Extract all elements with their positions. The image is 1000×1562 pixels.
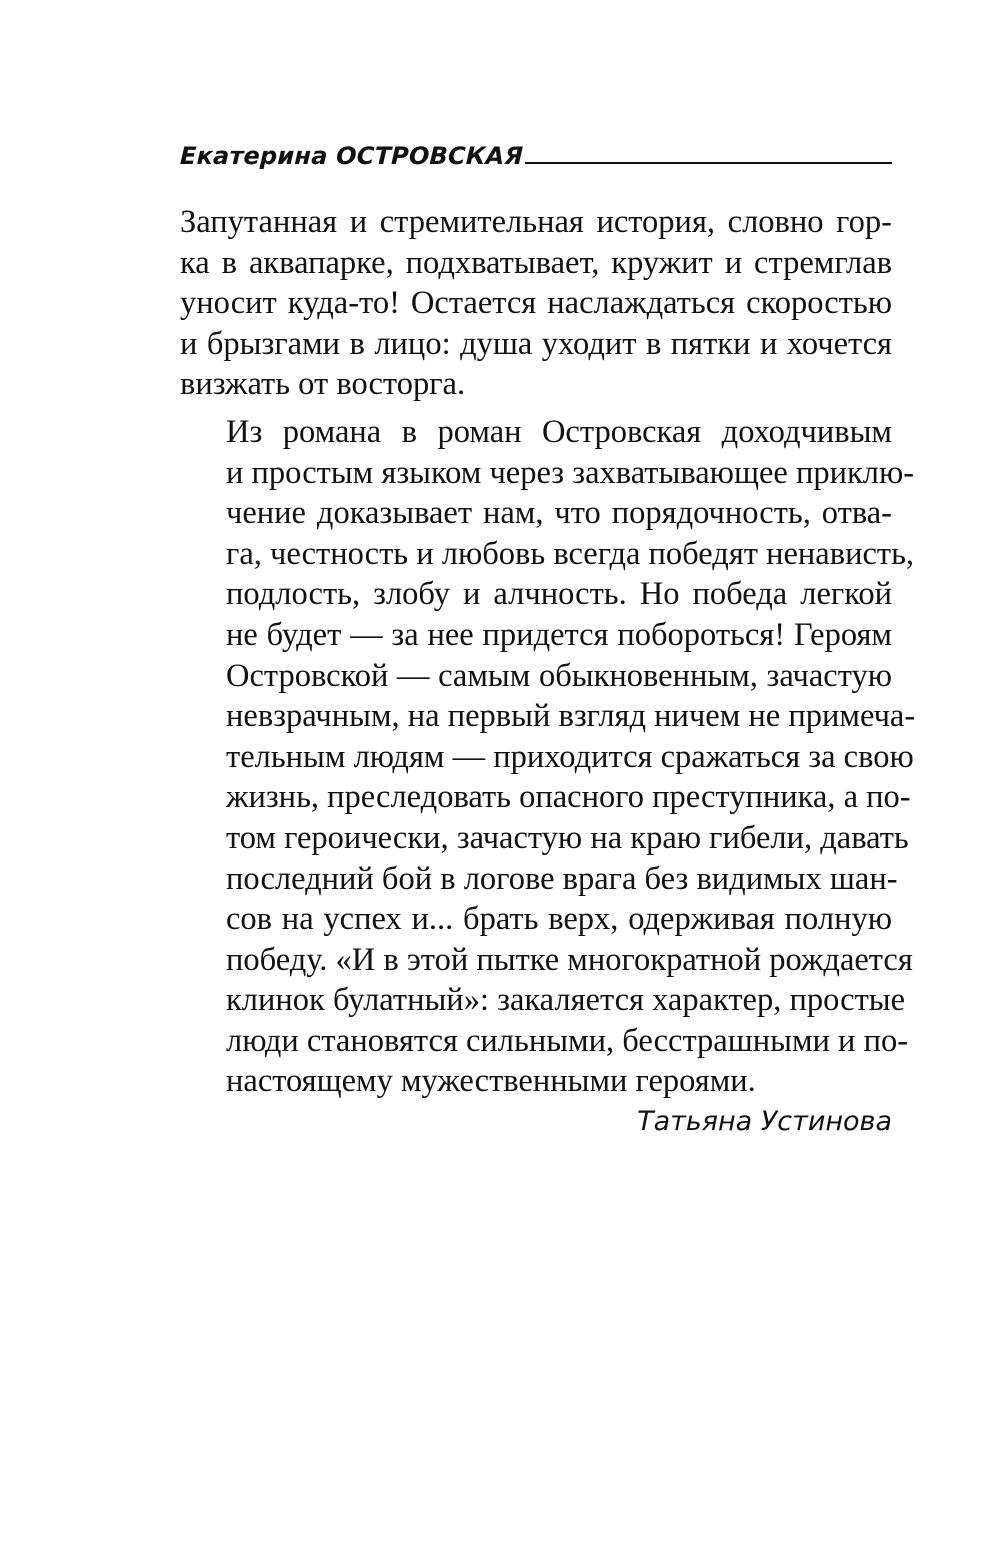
text-line: невзрачным, на первый взгляд ничем не примеча-	[226, 698, 916, 735]
text-line: Из романа в роман Островская доходчивым	[226, 413, 892, 450]
text-line: и простым языком через захватывающее приклю-	[226, 454, 915, 491]
running-head	[180, 138, 892, 170]
text-line: клинок булатный»: закаляется характер, простые	[226, 982, 906, 1019]
text-line: жизнь, преследовать опасного преступника, а по-	[226, 779, 911, 816]
paragraph-1	[180, 202, 892, 405]
text-line: сов на успех и... брать верх, одерживая полную	[226, 901, 892, 938]
text-line: не будет — за нее придется побороться! Героям	[226, 616, 892, 653]
author-name: Екатерина ОСТРОВСКАЯ	[179, 142, 524, 170]
text-line: ка в аквапарке, подхватывает, кружит и стремглав	[180, 244, 892, 281]
text-line: Островской — самым обыкновенным, зачастую	[226, 657, 892, 694]
text-line: га, честность и любовь всегда победят ненависть,	[226, 535, 915, 572]
text-line: последний бой в логове врага без видимых шан-	[226, 860, 898, 897]
text-line: уносит куда-то! Остается наслаждаться скоростью	[180, 285, 892, 322]
text-line: победу. «И в этой пытке многократной рождается	[226, 941, 913, 978]
text-line: люди становятся сильными, бесстрашными и по-	[226, 1022, 909, 1059]
text-line: и брызгами в лицо: душа уходит в пятки и хочется	[180, 325, 892, 362]
text-line: настоящему мужественными героями.	[226, 1063, 756, 1100]
text-line: визжать от восторга.	[180, 366, 466, 403]
text-line: подлость, злобу и алчность. Но победа легкой	[226, 576, 892, 613]
header-rule	[525, 162, 892, 164]
text-line: чение доказывает нам, что порядочность, отва-	[226, 495, 892, 532]
signature: Татьяна Устинова	[637, 1106, 892, 1137]
text-line: том героически, зачастую на краю гибели, давать	[226, 819, 909, 856]
paragraph-2	[180, 412, 916, 1102]
text-line: Запутанная и стремительная история, словно гор-	[180, 204, 892, 240]
text-body	[180, 202, 916, 1102]
text-line: тельным людям — приходится сражаться за свою	[226, 738, 914, 775]
